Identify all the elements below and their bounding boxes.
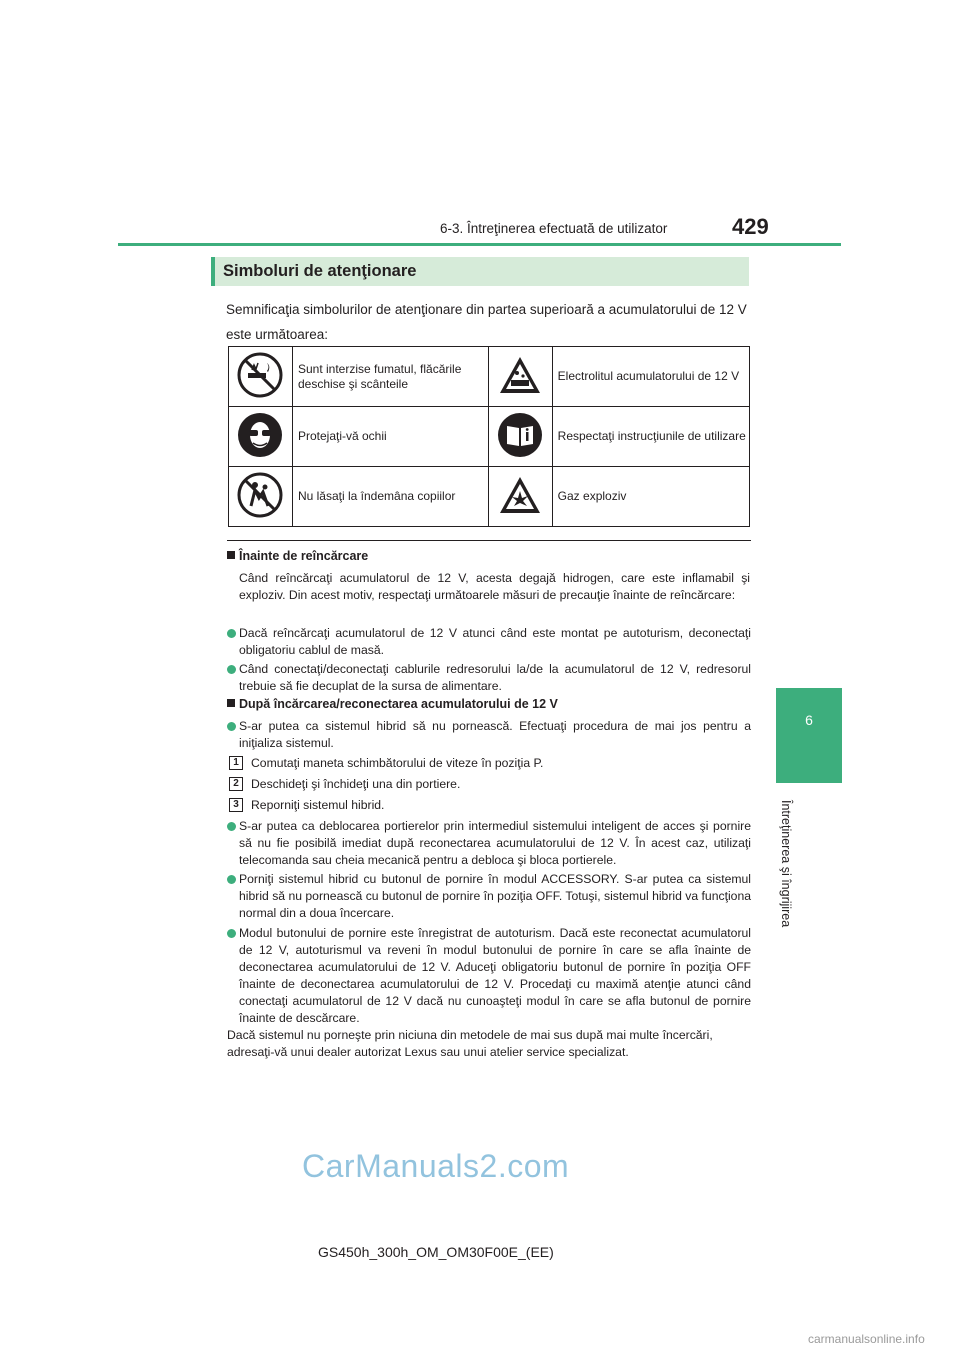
list-item: Modul butonului de pornire este înregistrat de autoturism. Dacă este reconectat acumulatorul de 12 V, autoturismul va reveni în modul butonului de pornire în care se afla înainte de deconectarea acumulatorului de 12 V. Aduceţi obligatoriu butonul de pornire în poziţia OFF înainte de deconectarea acumulatorului de 12 V. Procedaţi cu maximă atenţie atunci când conectaţi acumulatorul de 12 V dacă nu cunoaşteţi modul în care se afla butonul de pornire înainte de descărcare. bbox=[227, 925, 751, 1027]
watermark-logo: CarManuals2.com bbox=[302, 1148, 570, 1184]
list-item: S-ar putea ca sistemul hibrid să nu pornească. Efectuaţi procedura de mai jos pentru a iniţializa sistemul. bbox=[227, 718, 751, 752]
bullet-icon bbox=[227, 929, 236, 938]
page-number: 429 bbox=[732, 214, 769, 239]
keep-away-children-icon bbox=[237, 472, 283, 518]
symbol-text: Nu lăsaţi la îndemâna copiilor bbox=[292, 467, 488, 527]
bullet-icon bbox=[227, 722, 236, 731]
step-item: 1 Comutaţi maneta schimbătorului de viteze în poziţia P. bbox=[229, 755, 749, 773]
before-recharge-text: Când reîncărcaţi acumulatorul de 12 V, acesta degajă hidrogen, care este inflamabil şi exploziv. Din acest motiv, respectaţi următoarele măsuri de precauţie înainte de reîncărcare: bbox=[239, 571, 750, 602]
symbol-cell bbox=[229, 347, 293, 407]
list-item: Porniţi sistemul hibrid cu butonul de pornire în modul ACCESSORY. S-ar putea ca sistemul hibrid să nu pornească cu butonul de pornire în poziţia OFF. Totuşi, sistemul hibrid va funcţiona normal din a doua încercare. bbox=[227, 871, 751, 922]
bullet-icon bbox=[227, 629, 236, 638]
bullet-icon bbox=[227, 822, 236, 831]
step-number-icon: 2 bbox=[229, 777, 243, 791]
after-recharge-heading: După încărcarea/reconectarea acumulatorului de 12 V bbox=[227, 697, 558, 711]
symbol-cell bbox=[229, 467, 293, 527]
list-item: Când conectaţi/deconectaţi cablurile redresorului la/de la acumulatorul de 12 V, redresorul trebuie să fie decuplat de la sursa de alimentare. bbox=[227, 661, 751, 695]
explosive-gas-icon bbox=[497, 474, 543, 516]
step-item: 3 Reporniţi sistemul hibrid. bbox=[229, 797, 749, 815]
chapter-label: Întreţinerea şi îngrijirea bbox=[779, 800, 793, 928]
section-divider bbox=[227, 540, 751, 541]
list-item: Dacă reîncărcaţi acumulatorul de 12 V atunci când este montat pe autoturism, deconectaţi obligatoriu cablul de masă. bbox=[227, 625, 751, 659]
symbol-cell bbox=[488, 407, 552, 467]
symbol-text: Electrolitul acumulatorului de 12 V bbox=[552, 347, 749, 407]
chapter-number: 6 bbox=[805, 712, 813, 728]
step-item: 2 Deschideţi şi închideţi una din portiere. bbox=[229, 776, 749, 794]
section-intro: Semnificaţia simbolurilor de atenţionare din partea superioară a acumulatorului de 12 V este următoarea: bbox=[226, 302, 747, 342]
symbol-cell bbox=[229, 407, 293, 467]
manual-book-icon bbox=[497, 412, 543, 458]
no-smoking-icon bbox=[237, 352, 283, 398]
header-rule bbox=[118, 243, 841, 246]
watermark-text: carmanualsonline.info bbox=[808, 1332, 925, 1346]
eye-protection-icon bbox=[237, 412, 283, 458]
bullet-icon bbox=[227, 875, 236, 884]
warning-symbols-table bbox=[228, 346, 750, 527]
step-number-icon: 1 bbox=[229, 756, 243, 770]
before-recharge-heading: Înainte de reîncărcare bbox=[227, 549, 368, 563]
step-number-icon: 3 bbox=[229, 798, 243, 812]
bullet-icon bbox=[227, 665, 236, 674]
chapter-tab bbox=[776, 688, 842, 783]
list-item: S-ar putea ca deblocarea portierelor prin intermediul sistemului inteligent de acces şi pornire să nu fie posibilă imediat după reconectarea acumulatorului de 12 V. În acest caz, utilizaţi telecomanda sau cheia mecanică pentru a debloca şi bloca portierele. bbox=[227, 818, 751, 869]
symbol-text: Protejaţi-vă ochii bbox=[292, 407, 488, 467]
header-section-title: 6-3. Întreţinerea efectuată de utilizator bbox=[440, 221, 668, 236]
symbol-text: Gaz exploziv bbox=[552, 467, 749, 527]
battery-acid-icon bbox=[497, 354, 543, 396]
footer-document-code: GS450h_300h_OM_OM30F00E_(EE) bbox=[318, 1244, 554, 1260]
symbol-text: Sunt interzise fumatul, flăcările deschise şi scânteile bbox=[292, 347, 488, 407]
section-title: Simboluri de atenţionare bbox=[223, 262, 417, 280]
closing-text: Dacă sistemul nu porneşte prin niciuna din metodele de mai sus după mai multe încercări, adresaţi-vă unui dealer autorizat Lexus sau unui atelier service specializat. bbox=[227, 1028, 713, 1059]
symbol-text: Respectaţi instrucţiunile de utilizare bbox=[552, 407, 749, 467]
symbol-cell bbox=[488, 467, 552, 527]
symbol-cell bbox=[488, 347, 552, 407]
